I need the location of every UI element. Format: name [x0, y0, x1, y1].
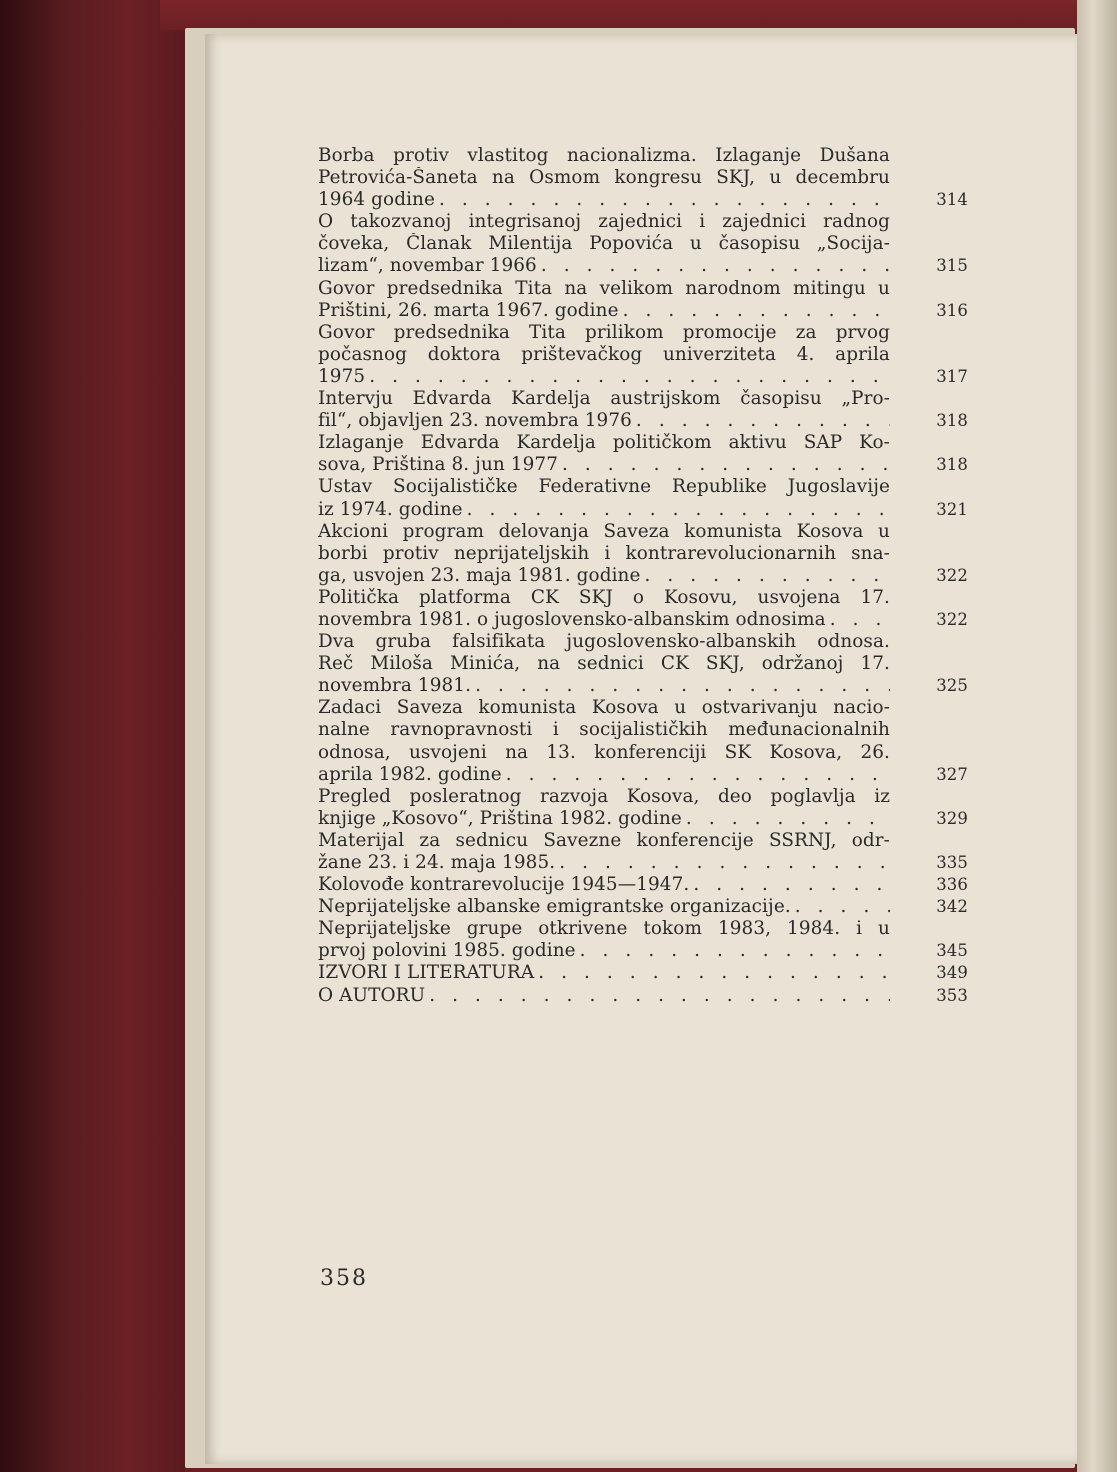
toc-page-number: 316: [936, 300, 968, 320]
dot-leader: [541, 255, 890, 277]
toc-entry-line: Zadaci Saveza komunista Kosova u ostvarivanju nacio-: [318, 697, 890, 719]
toc-entry-title-end: novembra 1981. o jugoslovensko-albanskim odnosima: [318, 608, 826, 630]
toc-entry: [318, 830, 968, 874]
toc-entry-line: O takozvanoj integrisanoj zajednici i zajednici radnog: [318, 211, 890, 233]
dot-leader: [686, 808, 890, 830]
toc-entry-final-line: [318, 499, 968, 521]
page-number: 358: [320, 1266, 368, 1291]
toc-entry-title-end: ga, usvojen 23. maja 1981. godine: [318, 564, 641, 586]
toc-entry: [318, 278, 968, 322]
toc-entry-final-line: [318, 874, 968, 896]
toc-entry: [318, 918, 968, 962]
toc-entry: [318, 874, 968, 896]
toc-entry-final-line: [318, 255, 968, 277]
toc-page-number: 336: [936, 875, 968, 895]
toc-entry-title-end: IZVORI I LITERATURA: [318, 962, 535, 984]
toc-entry-title-end: Neprijateljske albanske emigrantske organizacije.: [318, 896, 791, 918]
toc-entry-line: Petrovića-Šaneta na Osmom kongresu SKJ, u decembru: [318, 167, 890, 189]
toc-entry-title-end: žane 23. i 24. maja 1985.: [318, 852, 556, 873]
toc-entry-final-line: [318, 896, 968, 918]
toc-entry-final-line: [318, 366, 968, 388]
toc-entry-line: odnosa, usvojeni na 13. konferenciji SK Kosova, 26.: [318, 741, 890, 763]
toc-entry-title-end: knjige „Kosovo“, Priština 1982. godine: [318, 807, 682, 829]
toc-entry-line: počasnog doktora prištevačkog univerziteta 4. aprila: [318, 343, 890, 365]
toc-page-number: 318: [936, 455, 968, 475]
toc-entry-line: Govor predsednika Tita na velikom narodnom mitingu u: [318, 277, 890, 299]
toc-entry-final-line: [318, 808, 968, 830]
toc-entry-final-line: [318, 300, 968, 322]
toc-entry-title-end: lizam“, novembar 1966: [318, 255, 537, 277]
toc-entry: [318, 587, 968, 631]
toc-page-number: 353: [936, 985, 968, 1005]
toc-entry-title-end: iz 1974. godine: [318, 498, 463, 520]
toc-entry-final-line: [318, 940, 968, 962]
toc-entry-title-end: Kolovođe kontrarevolucije 1945—1947.: [318, 874, 690, 896]
toc-page-number: 325: [936, 676, 968, 696]
toc-page-number: 318: [936, 411, 968, 431]
toc-entry-line: Borba protiv vlastitog nacionalizma. Izlaganje Dušana: [318, 145, 890, 166]
toc-entry-final-line: [318, 454, 968, 476]
toc-entry-line: Govor predsednika Tita prilikom promocije za prvog: [318, 321, 890, 343]
toc-entry-line: Politička platforma CK SKJ o Kosovu, usvojena 17.: [318, 586, 890, 608]
dot-leader: [580, 940, 890, 962]
toc-entry-line: Neprijateljske grupe otkrivene tokom 1983, 1984. i u: [318, 918, 890, 940]
toc-entry-line: Pregled posleratnog razvoja Kosova, deo poglavlja iz: [318, 785, 890, 807]
toc-entry-final-line: [318, 410, 968, 432]
toc-page-number: 315: [936, 256, 968, 276]
toc-page-number: 345: [936, 941, 968, 961]
page-edges-right: [1077, 0, 1117, 1472]
toc-entry-line: Materijal za sednicu Savezne konferencije SSRNJ, odr-: [318, 829, 890, 851]
toc-entry-line: Ustav Socijalističke Federativne Republike Jugoslavije: [318, 476, 890, 498]
toc-page-number: 322: [936, 609, 968, 629]
dot-leader: [538, 962, 890, 984]
dot-leader: [429, 985, 890, 1007]
dot-leader: [559, 852, 890, 874]
dot-leader: [623, 300, 890, 322]
toc-entry-line: Reč Miloša Minića, na sednici CK SKJ, održanoj 17.: [318, 653, 890, 675]
toc-entry: [318, 985, 968, 1007]
toc-entry-final-line: [318, 609, 968, 631]
toc-page-number: 327: [936, 764, 968, 784]
dot-leader: [636, 410, 890, 432]
toc-entry: [318, 432, 968, 476]
dot-leader: [369, 366, 890, 388]
toc-entry-line: čoveka, Članak Milentija Popovića u časopisu „Socija-: [318, 233, 890, 255]
toc-entry-title-end: 1964 godine: [318, 189, 435, 211]
toc-entry: [318, 521, 968, 587]
toc-entry: [318, 786, 968, 830]
toc-entry-line: Intervju Edvarda Kardelja austrijskom časopisu „Pro-: [318, 388, 890, 410]
toc-entry-title-end: Prištini, 26. marta 1967. godine: [318, 299, 619, 321]
toc-page-number: 329: [936, 808, 968, 828]
dot-leader: [467, 499, 890, 521]
toc-entry: [318, 322, 968, 388]
toc-page-number: 317: [936, 366, 968, 386]
toc-entry-line: Dva gruba falsifikata jugoslovensko-albanskih odnosa.: [318, 631, 890, 653]
dot-leader: [475, 675, 890, 697]
toc-entry-title-end: 1975: [318, 365, 366, 387]
toc-entry: [318, 896, 968, 918]
toc-page-number: 342: [936, 897, 968, 917]
toc-entry-title-end: novembra 1981.: [318, 675, 472, 697]
toc-entry: [318, 211, 968, 277]
toc-page-number: 335: [936, 853, 968, 872]
toc-entry-line: Akcioni program delovanja Saveza komunista Kosova u: [318, 520, 890, 542]
toc-entry-line: nalne ravnopravnosti i socijalističkih međunacionalnih: [318, 719, 890, 741]
toc-page-number: 322: [936, 565, 968, 585]
toc-page-number: 349: [936, 963, 968, 983]
toc-entry: [318, 962, 968, 984]
table-of-contents: [318, 145, 968, 1007]
toc-entry: [318, 476, 968, 520]
dot-leader: [795, 896, 890, 918]
toc-entry-final-line: [318, 565, 968, 587]
dot-leader: [693, 874, 890, 896]
toc-entry-final-line: [318, 962, 968, 984]
toc-entry-final-line: [318, 852, 968, 874]
toc-entry-final-line: [318, 985, 968, 1007]
toc-entry-title-end: sova, Priština 8. jun 1977: [318, 454, 558, 476]
book-cover-top: [160, 0, 1090, 30]
dot-leader: [506, 764, 890, 786]
toc-entry-title-end: aprila 1982. godine: [318, 763, 502, 785]
toc-entry-final-line: [318, 189, 968, 211]
dot-leader: [830, 609, 890, 631]
toc-entry-title-end: fil“, objavljen 23. novembra 1976: [318, 410, 632, 432]
toc-entry-final-line: [318, 764, 968, 786]
dot-leader: [439, 189, 890, 211]
toc-entry-title-end: prvoj polovini 1985. godine: [318, 940, 576, 962]
toc-page-number: 321: [936, 499, 968, 519]
dot-leader: [562, 454, 890, 476]
toc-entry: [318, 697, 968, 785]
toc-entry-line: borbi protiv neprijateljskih i kontrarevolucionarnih sna-: [318, 542, 890, 564]
toc-entry: [318, 388, 968, 432]
toc-entry-title-end: O AUTORU: [318, 984, 426, 1006]
toc-entry: [318, 145, 968, 211]
toc-page-number: 314: [936, 190, 968, 210]
toc-entry-final-line: [318, 675, 968, 697]
book-cover-left: [0, 0, 185, 1472]
dot-leader: [644, 565, 890, 587]
toc-entry: [318, 631, 968, 697]
toc-entry-line: Izlaganje Edvarda Kardelja političkom aktivu SAP Ko-: [318, 432, 890, 454]
